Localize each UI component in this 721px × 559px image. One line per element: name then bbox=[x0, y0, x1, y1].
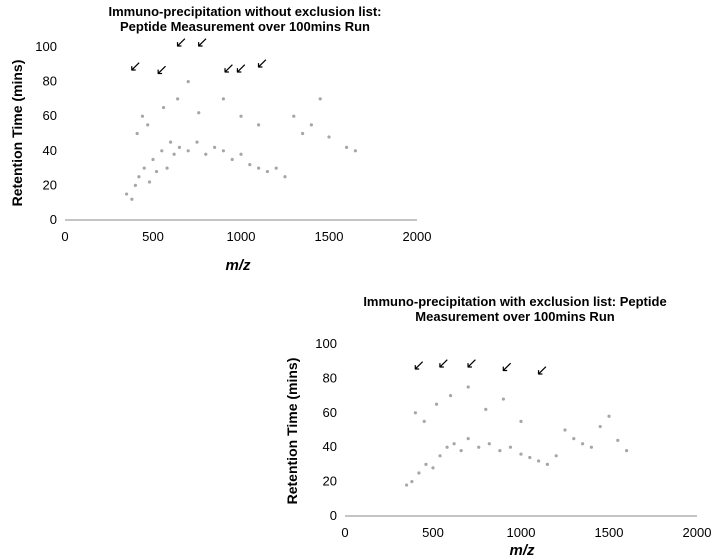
data-point bbox=[449, 394, 452, 397]
x-tick-label: 500 bbox=[142, 229, 164, 244]
x-tick-labels bbox=[61, 229, 431, 244]
data-point bbox=[130, 198, 133, 201]
chart-title-line-2: Measurement over 100mins Run bbox=[415, 309, 615, 324]
x-tick-label: 1500 bbox=[594, 525, 624, 540]
data-point bbox=[187, 80, 190, 83]
data-point bbox=[134, 184, 137, 187]
annotation-arrow: ↙ bbox=[222, 58, 235, 77]
data-point bbox=[417, 471, 420, 474]
annotation-arrow: ↙ bbox=[155, 60, 169, 79]
annotation-arrow: ↙ bbox=[412, 355, 426, 374]
data-point bbox=[572, 437, 575, 440]
annotation-arrow: ↙ bbox=[195, 33, 209, 51]
data-point bbox=[445, 446, 448, 449]
y-tick-label: 60 bbox=[322, 404, 337, 420]
data-point bbox=[528, 456, 531, 459]
data-point bbox=[195, 141, 198, 144]
data-point bbox=[488, 442, 491, 445]
x-tick-label: 2000 bbox=[402, 229, 432, 244]
data-point bbox=[173, 153, 176, 156]
x-axis-label: m/z bbox=[225, 257, 251, 274]
data-point bbox=[424, 463, 427, 466]
y-axis-label: Retention Time (mins) bbox=[9, 59, 25, 207]
data-point bbox=[151, 158, 154, 161]
y-tick-label: 80 bbox=[322, 370, 337, 386]
annotation-arrows bbox=[129, 33, 268, 79]
data-point bbox=[143, 167, 146, 170]
data-points bbox=[405, 385, 628, 486]
data-point bbox=[431, 466, 434, 469]
x-tick-label: 1500 bbox=[314, 229, 344, 244]
scatter-chart-without-exclusion bbox=[9, 4, 431, 274]
data-point bbox=[625, 449, 628, 452]
x-tick-label: 2000 bbox=[682, 525, 712, 540]
data-point bbox=[136, 132, 139, 135]
scatter-chart-with-exclusion bbox=[284, 294, 711, 559]
data-point bbox=[141, 115, 144, 118]
data-point bbox=[498, 449, 501, 452]
data-point bbox=[162, 106, 165, 109]
data-point bbox=[239, 115, 242, 118]
data-point bbox=[354, 149, 357, 152]
annotation-arrow: ↙ bbox=[465, 354, 479, 373]
annotation-arrow: ↙ bbox=[255, 53, 269, 72]
annotation-arrow: ↙ bbox=[535, 360, 549, 379]
data-point bbox=[125, 192, 128, 195]
data-point bbox=[213, 146, 216, 149]
y-tick-label: 40 bbox=[322, 439, 337, 455]
y-axis-label: Retention Time (mins) bbox=[284, 357, 300, 505]
data-point bbox=[599, 425, 602, 428]
data-point bbox=[148, 180, 151, 183]
data-point bbox=[581, 442, 584, 445]
y-tick-label: 100 bbox=[35, 39, 57, 54]
data-point bbox=[555, 454, 558, 457]
data-point bbox=[467, 437, 470, 440]
data-point bbox=[537, 459, 540, 462]
data-point bbox=[178, 146, 181, 149]
data-point bbox=[509, 446, 512, 449]
data-point bbox=[423, 420, 426, 423]
x-axis-label: m/z bbox=[509, 542, 535, 559]
data-point bbox=[257, 123, 260, 126]
data-point bbox=[137, 175, 140, 178]
data-point bbox=[484, 408, 487, 411]
data-points bbox=[125, 80, 357, 201]
data-point bbox=[165, 167, 168, 170]
data-point bbox=[155, 170, 158, 173]
data-point bbox=[319, 97, 322, 100]
data-point bbox=[248, 163, 251, 166]
data-point bbox=[477, 446, 480, 449]
data-point bbox=[438, 454, 441, 457]
data-point bbox=[453, 442, 456, 445]
annotation-arrow: ↙ bbox=[437, 354, 450, 373]
data-point bbox=[405, 483, 408, 486]
data-point bbox=[410, 480, 413, 483]
y-tick-label: 40 bbox=[42, 142, 57, 158]
data-point bbox=[197, 111, 200, 114]
data-point bbox=[616, 439, 619, 442]
x-tick-label: 0 bbox=[341, 525, 349, 540]
data-point bbox=[257, 167, 260, 170]
data-point bbox=[460, 449, 463, 452]
x-tick-label: 1000 bbox=[226, 229, 256, 244]
data-point bbox=[435, 403, 438, 406]
data-point bbox=[607, 415, 610, 418]
data-point bbox=[160, 149, 163, 152]
data-point bbox=[239, 153, 242, 156]
data-point bbox=[467, 385, 470, 388]
annotation-arrow: ↙ bbox=[234, 58, 248, 77]
annotation-arrows bbox=[413, 354, 549, 379]
y-tick-label: 0 bbox=[329, 508, 337, 523]
data-point bbox=[519, 420, 522, 423]
y-tick-label: 20 bbox=[42, 177, 57, 193]
x-tick-labels bbox=[341, 525, 711, 540]
data-point bbox=[222, 97, 225, 100]
data-point bbox=[169, 141, 172, 144]
y-tick-labels bbox=[315, 336, 337, 523]
data-point bbox=[292, 115, 295, 118]
y-tick-label: 20 bbox=[322, 473, 337, 489]
data-point bbox=[327, 135, 330, 138]
chart-title-line-2: Peptide Measurement over 100mins Run bbox=[120, 19, 370, 34]
y-tick-label: 80 bbox=[42, 73, 57, 89]
annotation-arrow: ↙ bbox=[500, 357, 514, 376]
data-point bbox=[301, 132, 304, 135]
data-point bbox=[414, 411, 417, 414]
data-point bbox=[590, 446, 593, 449]
data-point bbox=[502, 397, 505, 400]
chart-title-line-1: Immuno-precipitation without exclusion list: bbox=[108, 4, 382, 19]
chart-title-line-1: Immuno-precipitation with exclusion list: Peptide bbox=[363, 294, 667, 309]
data-point bbox=[187, 149, 190, 152]
data-point bbox=[345, 146, 348, 149]
y-tick-label: 100 bbox=[315, 336, 337, 351]
x-tick-label: 500 bbox=[422, 525, 444, 540]
data-point bbox=[519, 452, 522, 455]
x-tick-label: 0 bbox=[61, 229, 69, 244]
data-point bbox=[204, 153, 207, 156]
data-point bbox=[546, 463, 549, 466]
y-tick-label: 0 bbox=[49, 212, 57, 227]
data-point bbox=[222, 149, 225, 152]
x-tick-label: 1000 bbox=[506, 525, 536, 540]
data-point bbox=[266, 170, 269, 173]
data-point bbox=[563, 428, 566, 431]
y-tick-labels bbox=[35, 39, 57, 227]
data-point bbox=[283, 175, 286, 178]
y-tick-label: 60 bbox=[42, 108, 57, 124]
data-point bbox=[275, 167, 278, 170]
data-point bbox=[310, 123, 313, 126]
data-point bbox=[231, 158, 234, 161]
annotation-arrow: ↙ bbox=[129, 57, 142, 76]
data-point bbox=[176, 97, 179, 100]
data-point bbox=[146, 123, 149, 126]
annotation-arrow: ↙ bbox=[174, 33, 188, 51]
